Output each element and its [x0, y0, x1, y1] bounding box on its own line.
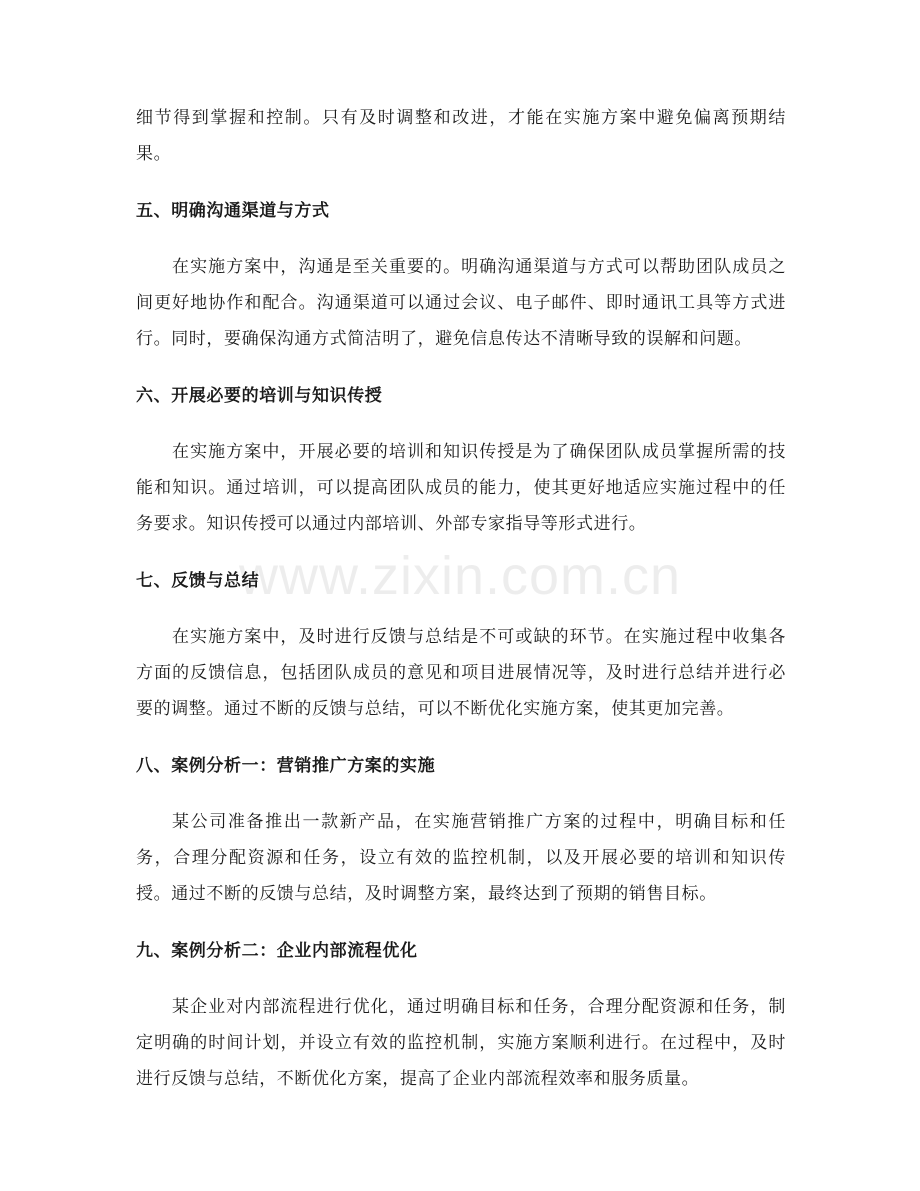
document-body [136, 100, 786, 1097]
section-body-8: 某公司准备推出一款新产品，在实施营销推广方案的过程中，明确目标和任务，合理分配资源和任务，设立有效的监控机制，以及开展必要的培训和知识传授。通过不断的反馈与总结，及时调整方案，最终达到了预期的销售目标。 [136, 812, 786, 904]
section-body-7: 在实施方案中，及时进行反馈与总结是不可或缺的环节。在实施过程中收集各方面的反馈信息，包括团队成员的意见和项目进展情况等，及时进行总结并进行必要的调整。通过不断的反馈与总结，可以不断优化实施方案，使其更加完善。 [136, 627, 786, 719]
section-body-5: 在实施方案中，沟通是至关重要的。明确沟通渠道与方式可以帮助团队成员之间更好地协作和配合。沟通渠道可以通过会议、电子邮件、即时通讯工具等方式进行。同时，要确保沟通方式简洁明了，避免信息传达不清晰导致的误解和问题。 [136, 257, 786, 349]
watermark-text: www.zixin.com.cn [238, 546, 682, 606]
section-heading-7: 七、反馈与总结 [136, 571, 260, 591]
section-heading-6: 六、开展必要的培训与知识传授 [136, 386, 383, 406]
intro-paragraph: 细节得到掌握和控制。只有及时调整和改进，才能在实施方案中避免偏离预期结果。 [136, 108, 786, 164]
section-heading-9: 九、案例分析二：企业内部流程优化 [136, 941, 418, 961]
section-body-9: 某企业对内部流程进行优化，通过明确目标和任务，合理分配资源和任务，制定明确的时间计划，并设立有效的监控机制，实施方案顺利进行。在过程中，及时进行反馈与总结，不断优化方案，提高了企业内部流程效率和服务质量。 [136, 997, 786, 1089]
section-heading-5: 五、明确沟通渠道与方式 [136, 201, 330, 221]
section-heading-8: 八、案例分析一：营销推广方案的实施 [136, 756, 436, 776]
section-body-6: 在实施方案中，开展必要的培训和知识传授是为了确保团队成员掌握所需的技能和知识。通过培训，可以提高团队成员的能力，使其更好地适应实施过程中的任务要求。知识传授可以通过内部培训、外部专家指导等形式进行。 [136, 442, 786, 534]
